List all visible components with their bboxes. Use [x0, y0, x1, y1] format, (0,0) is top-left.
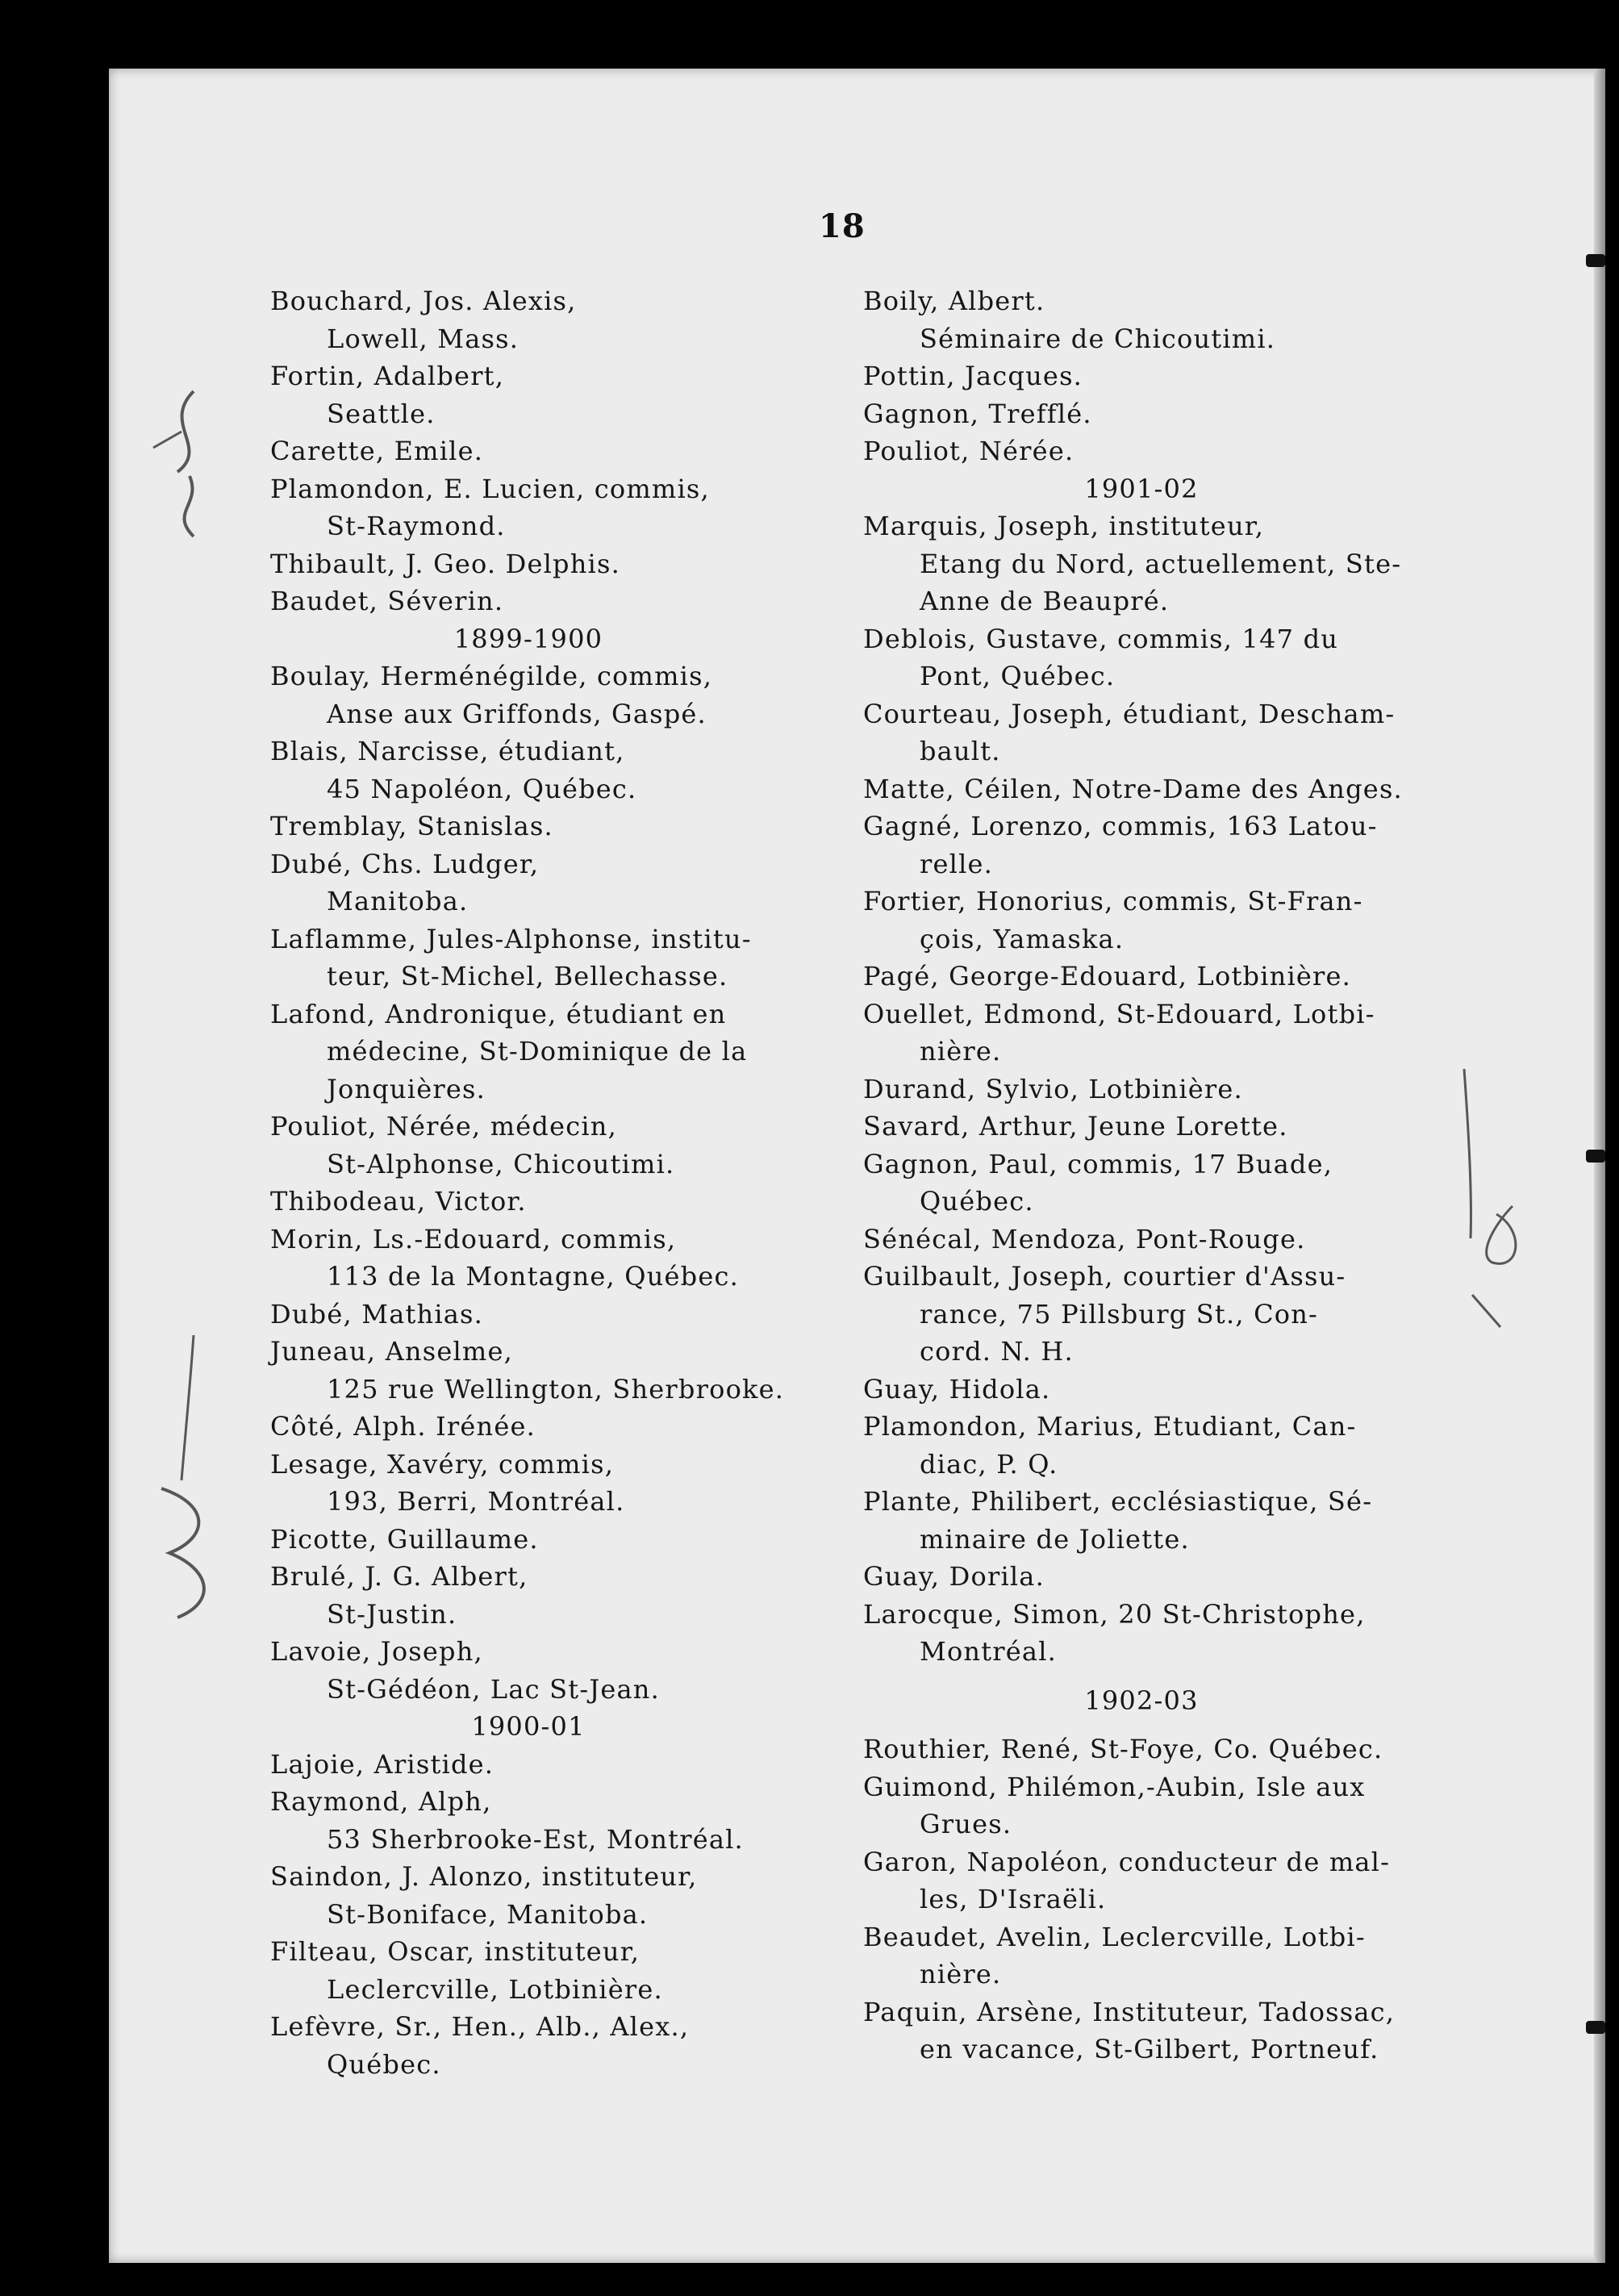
left-directory-entry: Thibault, J. Geo. Delphis. [270, 548, 620, 579]
right-entry-continuation: nière. [920, 1959, 1002, 1989]
binding-mark-3 [1586, 2021, 1605, 2034]
left-directory-entry: Blais, Narcisse, étudiant, [270, 736, 625, 766]
right-entry-continuation: relle. [920, 848, 994, 879]
right-entry-continuation: Montréal. [920, 1636, 1058, 1667]
left-column [270, 282, 940, 2083]
right-directory-entry: Gagnon, Paul, commis, 17 Buade, [863, 1148, 1333, 1179]
left-directory-entry: Raymond, Alph, [270, 1786, 492, 1817]
left-year-heading: 1900-01 [471, 1711, 586, 1742]
left-directory-entry: Filteau, Oscar, instituteur, [270, 1936, 641, 1967]
left-directory-entry: Lafond, Andronique, étudiant en [270, 998, 727, 1029]
left-entry-continuation: Québec. [327, 2048, 441, 2080]
left-directory-entry: Pouliot, Nérée, médecin, [270, 1111, 617, 1142]
left-entry-continuation: St-Alphonse, Chicoutimi. [327, 1148, 675, 1179]
right-entry-continuation: les, D'Israëli. [920, 1884, 1107, 1914]
right-directory-entry: Beaudet, Avelin, Leclercville, Lotbi- [863, 1921, 1366, 1952]
right-entry-continuation: çois, Yamaska. [920, 923, 1125, 954]
right-directory-entry: Guimond, Philémon,-Aubin, Isle aux [863, 1771, 1366, 1802]
document-page [109, 69, 1605, 2263]
left-entry-continuation: teur, St-Michel, Bellechasse. [327, 961, 728, 991]
handwritten-mark-right [1448, 1061, 1537, 1351]
right-directory-entry: Pottin, Jacques. [863, 361, 1083, 391]
right-directory-entry: Ouellet, Edmond, St-Edouard, Lotbi- [863, 998, 1375, 1029]
left-directory-entry: Dubé, Mathias. [270, 1298, 484, 1330]
right-directory-entry: Plamondon, Marius, Etudiant, Can- [863, 1411, 1357, 1442]
right-entry-continuation: minaire de Joliette. [920, 1523, 1190, 1555]
binding-mark-2 [1586, 1150, 1605, 1163]
right-directory-entry: Boily, Albert. [863, 286, 1045, 316]
left-directory-entry: Brulé, J. G. Albert, [270, 1561, 528, 1592]
left-directory-entry: Dubé, Chs. Ludger, [270, 848, 540, 879]
right-directory-entry: Garon, Napoléon, conducteur de mal- [863, 1846, 1391, 1877]
left-directory-entry: Baudet, Séverin. [270, 586, 504, 616]
right-directory-entry: Routhier, René, St-Foye, Co. Québec. [863, 1734, 1383, 1764]
right-directory-entry: Fortier, Honorius, commis, St-Fran- [863, 886, 1363, 916]
right-directory-entry: Guay, Hidola. [863, 1373, 1051, 1405]
right-directory-entry: Matte, Céilen, Notre-Dame des Anges. [863, 773, 1403, 804]
left-year-heading: 1899-1900 [453, 623, 603, 654]
right-entry-continuation: en vacance, St-Gilbert, Portneuf. [920, 2034, 1379, 2064]
right-directory-entry: Gagnon, Trefflé. [863, 398, 1092, 429]
right-entry-continuation: cord. N. H. [920, 1336, 1074, 1367]
handwritten-mark-bottom-left [137, 1327, 226, 1650]
left-directory-entry: Fortin, Adalbert, [270, 361, 505, 391]
left-entry-continuation: St-Gédéon, Lac St-Jean. [327, 1673, 660, 1705]
left-directory-entry: Tremblay, Stanislas. [270, 811, 553, 841]
left-entry-continuation: Jonquières. [327, 1073, 486, 1104]
right-directory-entry: Plante, Philibert, ecclésiastique, Sé- [863, 1486, 1373, 1517]
right-directory-entry: Marquis, Joseph, instituteur, [863, 511, 1265, 541]
left-directory-entry: Lajoie, Aristide. [270, 1748, 494, 1780]
right-entry-continuation: Pont, Québec. [920, 661, 1116, 691]
left-directory-entry: Carette, Emile. [270, 436, 484, 466]
left-entry-continuation: St-Boniface, Manitoba. [327, 1898, 649, 1930]
left-entry-continuation: 125 rue Wellington, Sherbrooke. [327, 1373, 785, 1405]
right-entry-continuation: Etang du Nord, actuellement, Ste- [920, 548, 1402, 579]
left-entry-continuation: St-Raymond. [327, 511, 506, 541]
left-entry-continuation: 45 Napoléon, Québec. [327, 773, 637, 804]
right-entry-continuation: Québec. [920, 1186, 1034, 1217]
left-directory-entry: Saindon, J. Alonzo, instituteur, [270, 1861, 698, 1892]
right-directory-entry: Courteau, Joseph, étudiant, Descham- [863, 698, 1396, 729]
right-column [863, 282, 1533, 2068]
left-entry-continuation: 193, Berri, Montréal. [327, 1486, 625, 1517]
left-directory-entry: Côté, Alph. Irénée. [270, 1411, 536, 1442]
right-directory-entry: Deblois, Gustave, commis, 147 du [863, 623, 1339, 654]
left-directory-entry: Lesage, Xavéry, commis, [270, 1448, 615, 1480]
right-year-heading: 1902-03 [1084, 1684, 1199, 1716]
left-directory-entry: Plamondon, E. Lucien, commis, [270, 473, 710, 504]
left-directory-entry: Lavoie, Joseph, [270, 1636, 483, 1667]
right-directory-entry: Gagné, Lorenzo, commis, 163 Latou- [863, 811, 1378, 841]
handwritten-mark-top-left [145, 375, 218, 585]
right-directory-entry: Guilbault, Joseph, courtier d'Assu- [863, 1261, 1346, 1292]
page-edge [1594, 69, 1605, 2263]
left-entry-continuation: médecine, St-Dominique de la [327, 1036, 748, 1067]
left-directory-entry: Picotte, Guillaume. [270, 1523, 539, 1555]
left-directory-entry: Boulay, Herménégilde, commis, [270, 661, 713, 691]
right-directory-entry: Savard, Arthur, Jeune Lorette. [863, 1111, 1288, 1142]
left-entry-continuation: Seattle. [327, 398, 436, 429]
right-directory-entry: Guay, Dorila. [863, 1561, 1045, 1592]
left-entry-continuation: Lowell, Mass. [327, 323, 519, 354]
page-number: 18 [819, 207, 866, 245]
left-directory-entry: Bouchard, Jos. Alexis, [270, 286, 577, 316]
right-entry-continuation: Séminaire de Chicoutimi. [920, 323, 1276, 354]
left-entry-continuation: Leclercville, Lotbinière. [327, 1973, 663, 2005]
right-directory-entry: Durand, Sylvio, Lotbinière. [863, 1073, 1243, 1104]
right-entry-continuation: Grues. [920, 1809, 1012, 1839]
right-entry-continuation: Anne de Beaupré. [920, 586, 1170, 616]
left-directory-entry: Lefèvre, Sr., Hen., Alb., Alex., [270, 2011, 690, 2042]
left-directory-entry: Juneau, Anselme, [270, 1336, 513, 1367]
left-entry-continuation: 113 de la Montagne, Québec. [327, 1261, 739, 1292]
right-directory-entry: Pouliot, Nérée. [863, 436, 1074, 466]
binding-mark-1 [1586, 254, 1605, 267]
left-entry-continuation: 53 Sherbrooke-Est, Montréal. [327, 1823, 744, 1855]
left-entry-continuation: Anse aux Griffonds, Gaspé. [327, 698, 707, 729]
left-directory-entry: Laflamme, Jules-Alphonse, institu- [270, 923, 752, 954]
right-directory-entry: Paquin, Arsène, Instituteur, Tadossac, [863, 1996, 1396, 2027]
right-entry-continuation: bault. [920, 736, 1001, 766]
left-entry-continuation: Manitoba. [327, 886, 469, 916]
left-entry-continuation: St-Justin. [327, 1598, 457, 1630]
right-entry-continuation: diac, P. Q. [920, 1448, 1058, 1480]
left-directory-entry: Thibodeau, Victor. [270, 1186, 527, 1217]
right-spacer [863, 1719, 1533, 1730]
right-entry-continuation: rance, 75 Pillsburg St., Con- [920, 1298, 1319, 1330]
left-directory-entry: Morin, Ls.-Edouard, commis, [270, 1223, 677, 1254]
right-directory-entry: Larocque, Simon, 20 St-Christophe, [863, 1598, 1366, 1630]
right-year-heading: 1901-02 [1084, 473, 1199, 504]
right-spacer [863, 1671, 1533, 1682]
right-directory-entry: Sénécal, Mendoza, Pont-Rouge. [863, 1223, 1306, 1254]
right-directory-entry: Pagé, George-Edouard, Lotbinière. [863, 961, 1352, 991]
right-entry-continuation: nière. [920, 1036, 1002, 1067]
